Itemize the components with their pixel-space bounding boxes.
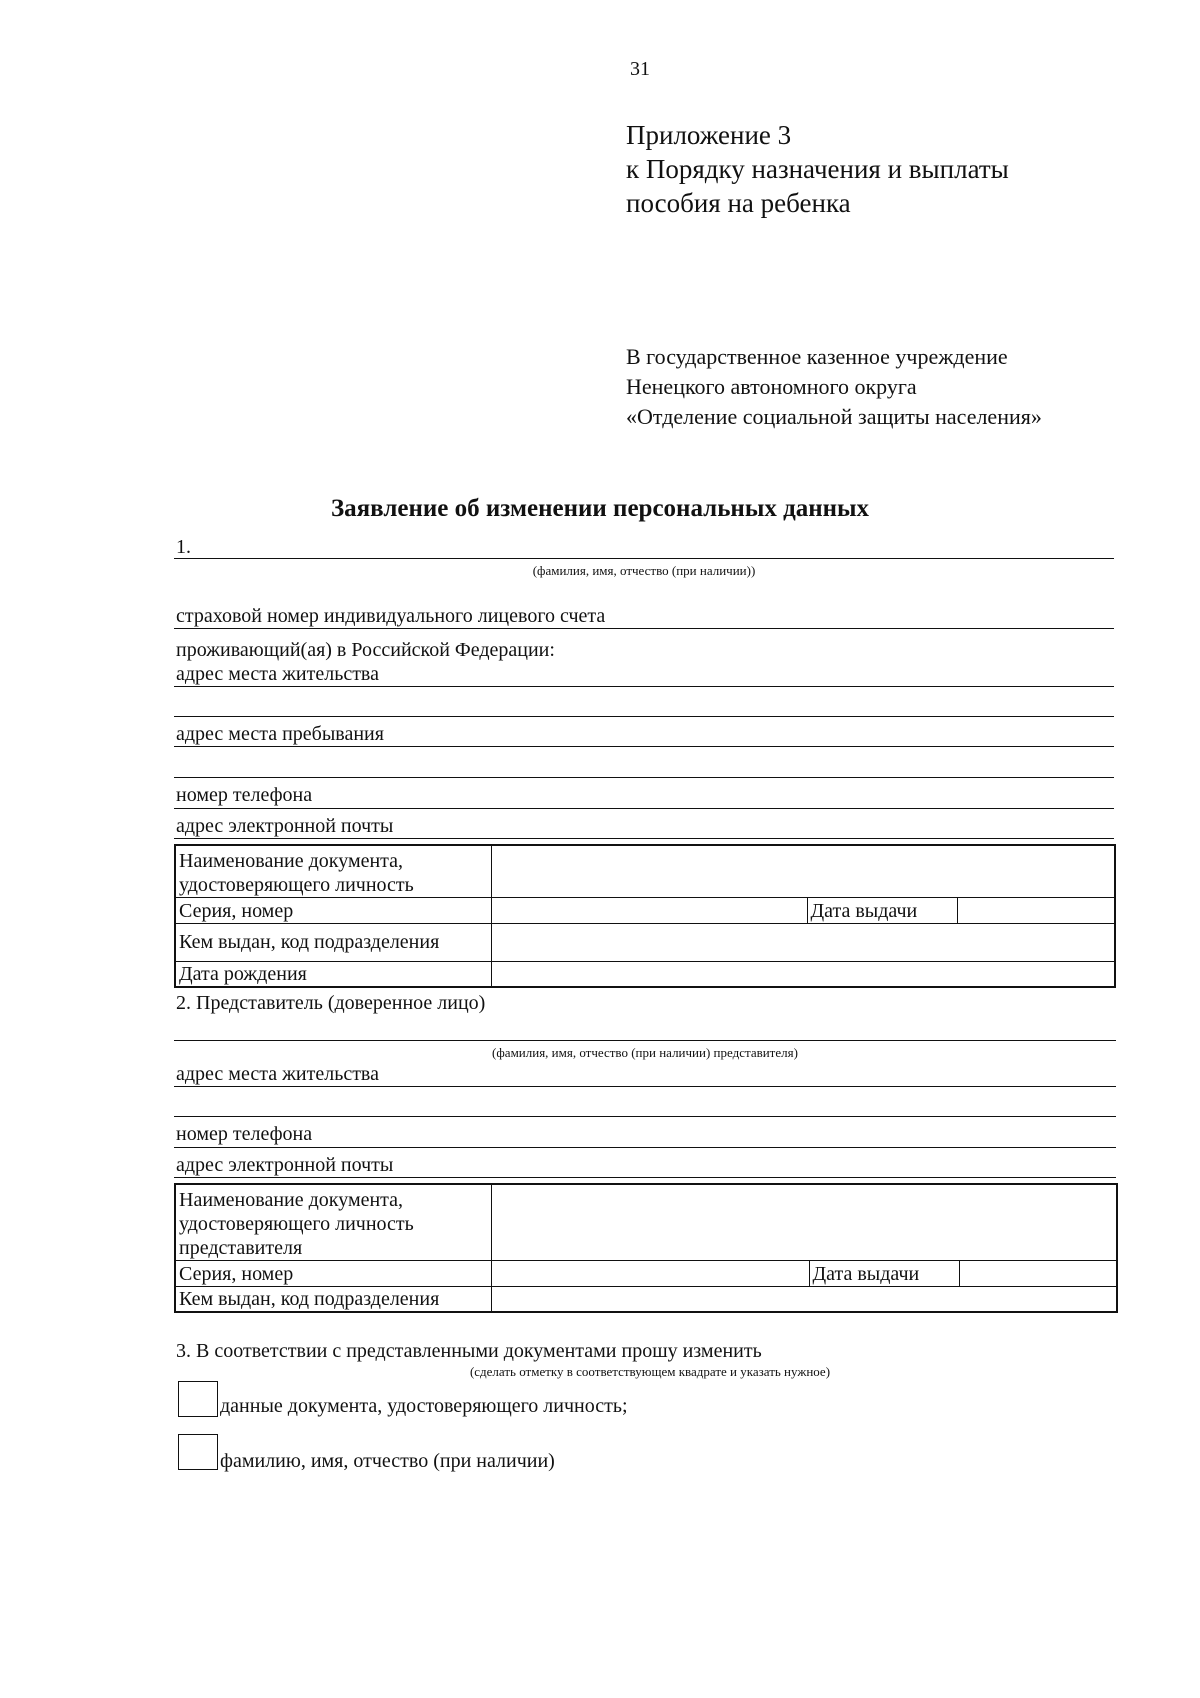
annex-line-1: Приложение 3 — [626, 120, 792, 150]
identity-document-table — [174, 844, 1116, 988]
snils-label: страховой номер индивидуального лицевого счета — [176, 605, 606, 627]
option-document-label: данные документа, удостоверяющего личность; — [220, 1395, 628, 1417]
rep-issue-date-value[interactable] — [959, 1260, 1117, 1286]
email-field[interactable] — [174, 838, 1114, 839]
representative-email-label: адрес электронной почты — [176, 1154, 394, 1176]
fio-field[interactable] — [174, 558, 1114, 559]
rep-issued-by-label: Кем выдан, код подразделения — [175, 1286, 491, 1312]
addressee-line-1: В государственное казенное учреждение — [626, 344, 1008, 369]
issue-date-label: Дата выдачи — [807, 897, 957, 923]
representative-phone-field[interactable] — [174, 1147, 1116, 1148]
rep-series-label: Серия, номер — [175, 1260, 491, 1286]
series-label: Серия, номер — [175, 897, 491, 923]
issued-by-label: Кем выдан, код подразделения — [175, 923, 491, 961]
doc-name-value[interactable] — [491, 845, 1115, 897]
rep-issued-by-value[interactable] — [491, 1286, 1117, 1312]
representative-fio-hint: (фамилия, имя, отчество (при наличии) представителя) — [492, 1045, 798, 1060]
addressee-line-3: «Отделение социальной защиты населения» — [626, 404, 1042, 429]
option-document-checkbox[interactable] — [178, 1381, 218, 1417]
section-3-heading: 3. В соответствии с представленными документами прошу изменить — [176, 1340, 762, 1362]
address-residence-label: адрес места жительства — [176, 663, 379, 685]
rep-doc-name-value[interactable] — [491, 1184, 1117, 1260]
document-title: Заявление об изменении персональных данных — [330, 495, 870, 522]
addressee-line-2: Ненецкого автономного округа — [626, 374, 917, 399]
address-residence-field-2[interactable] — [174, 716, 1114, 717]
address-stay-field[interactable] — [174, 746, 1114, 747]
option-fio-label: фамилию, имя, отчество (при наличии) — [220, 1450, 555, 1472]
birth-date-label: Дата рождения — [175, 961, 491, 987]
rep-issue-date-label: Дата выдачи — [809, 1260, 959, 1286]
email-label: адрес электронной почты — [176, 815, 394, 837]
address-stay-label: адрес места пребывания — [176, 723, 384, 745]
representative-address-label: адрес места жительства — [176, 1063, 379, 1085]
representative-phone-label: номер телефона — [176, 1123, 313, 1145]
annex-line-2: к Порядку назначения и выплаты — [626, 154, 1009, 184]
rep-doc-name-label: Наименование документа, удостоверяющего личность представителя — [175, 1184, 491, 1260]
address-residence-field[interactable] — [174, 686, 1114, 687]
residing-label: проживающий(ая) в Российской Федерации: — [176, 639, 555, 661]
snils-field[interactable] — [174, 628, 1114, 629]
doc-name-label: Наименование документа, удостоверяющего личность — [175, 845, 491, 897]
address-stay-field-2[interactable] — [174, 777, 1114, 778]
phone-field[interactable] — [174, 808, 1114, 809]
section-3-hint: (сделать отметку в соответствующем квадрате и указать нужное) — [469, 1364, 831, 1379]
section-1-number: 1. — [176, 536, 191, 558]
representative-fio-field[interactable] — [174, 1040, 1116, 1041]
section-2-heading: 2. Представитель (доверенное лицо) — [176, 992, 486, 1014]
issued-by-value[interactable] — [491, 923, 1115, 961]
issue-date-value[interactable] — [957, 897, 1115, 923]
phone-label: номер телефона — [176, 784, 313, 806]
annex-line-3: пособия на ребенка — [626, 188, 851, 218]
representative-address-field-2[interactable] — [174, 1116, 1116, 1117]
birth-date-value[interactable] — [491, 961, 1115, 987]
option-fio-checkbox[interactable] — [178, 1434, 218, 1470]
representative-email-field[interactable] — [174, 1177, 1116, 1178]
series-value[interactable] — [491, 897, 807, 923]
representative-address-field[interactable] — [174, 1086, 1116, 1087]
rep-series-value[interactable] — [491, 1260, 809, 1286]
page-number: 31 — [630, 58, 650, 80]
fio-hint: (фамилия, имя, отчество (при наличии)) — [532, 563, 756, 578]
representative-document-table — [174, 1183, 1118, 1313]
